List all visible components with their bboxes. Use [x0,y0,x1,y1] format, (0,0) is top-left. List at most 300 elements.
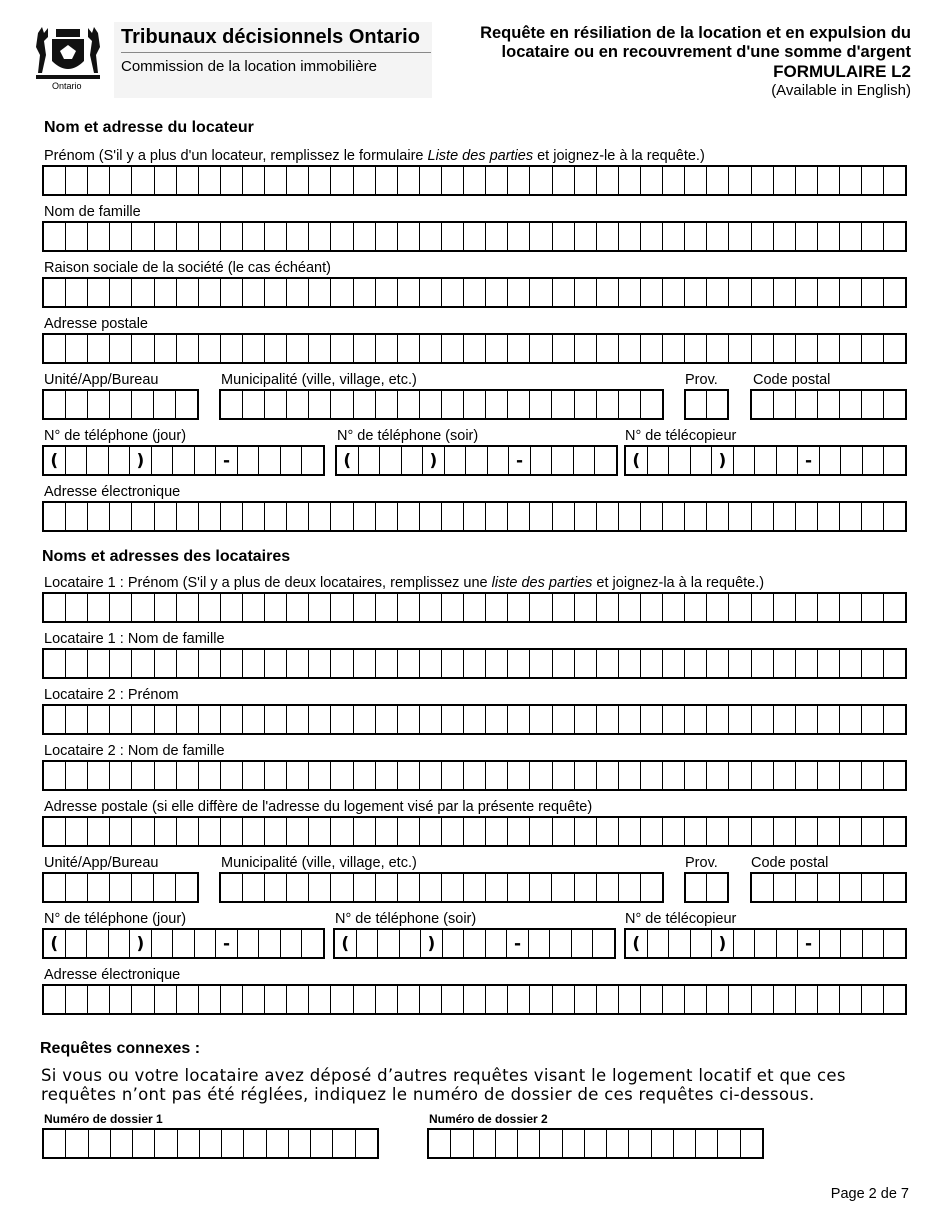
char-cell [530,594,552,621]
landlord-email-field[interactable] [42,501,907,532]
char-cell [132,986,154,1013]
char-cell [398,391,420,418]
tenant-address-field[interactable] [42,816,907,847]
digit-cell [152,930,174,957]
tenant-phone-evening-label: N° de téléphone (soir) [335,911,477,927]
char-cell [289,1130,311,1157]
char-cell [376,335,398,362]
tenant-phone-evening-field[interactable] [333,928,616,959]
char-cell [155,279,177,306]
digit-cell [109,447,131,474]
char-cell [752,391,774,418]
digit-cell [238,930,260,957]
char-cell [265,279,287,306]
char-cell [663,650,685,677]
char-cell [641,335,663,362]
char-cell [619,818,641,845]
char-cell [774,762,796,789]
char-cell [729,167,751,194]
char-cell [331,986,353,1013]
landlord-fax-field[interactable] [624,445,907,476]
file-number-1-field[interactable] [42,1128,379,1159]
char-cell [707,279,729,306]
char-cell [729,335,751,362]
char-cell [508,986,530,1013]
char-cell [796,335,818,362]
char-cell [221,335,243,362]
char-cell [177,650,199,677]
char-cell [243,762,265,789]
char-cell [265,167,287,194]
char-cell [597,223,619,250]
char-cell [840,986,862,1013]
char-cell [287,335,309,362]
tenant-municipality-label: Municipalité (ville, village, etc.) [221,855,417,871]
char-cell [66,874,88,901]
char-cell [840,167,862,194]
char-cell [486,391,508,418]
char-cell [508,223,530,250]
char-cell [376,391,398,418]
char-cell [752,650,774,677]
char-cell [177,818,199,845]
char-cell [508,594,530,621]
char-cell [685,223,707,250]
tenant-postal-label: Code postal [751,855,829,871]
char-cell [840,503,862,530]
char-cell [177,279,199,306]
form-title-line-1: Requête en résiliation de la location et en expulsion du [480,24,911,42]
char-cell [862,279,884,306]
phone-close-glyph: ) [712,447,734,474]
char-cell [177,167,199,194]
char-cell [110,818,132,845]
char-cell [553,650,575,677]
char-cell [796,874,818,901]
char-cell [66,335,88,362]
char-cell [110,874,132,901]
landlord-company-field[interactable] [42,277,907,308]
file-number-2-field[interactable] [427,1128,764,1159]
char-cell [818,986,840,1013]
char-cell [177,762,199,789]
char-cell [464,650,486,677]
landlord-municipality-field[interactable] [219,389,664,420]
digit-cell [152,447,174,474]
char-cell [884,167,905,194]
tenant1-first-name-label: Locataire 1 : Prénom (S'il y a plus de deux locataires, remplissez une liste des parties et joignez-la à la requête.) [44,575,765,591]
char-cell [243,650,265,677]
char-cell [508,818,530,845]
digit-cell [281,930,303,957]
char-cell [66,986,88,1013]
char-cell [88,650,110,677]
char-cell [707,986,729,1013]
char-cell [309,650,331,677]
char-cell [177,986,199,1013]
char-cell [44,706,66,733]
char-cell [752,335,774,362]
tenant2-last-name-field[interactable] [42,760,907,791]
digit-cell [238,447,260,474]
char-cell [221,167,243,194]
char-cell [884,986,905,1013]
char-cell [331,762,353,789]
char-cell [44,335,66,362]
char-cell [420,594,442,621]
char-cell [508,762,530,789]
char-cell [752,818,774,845]
char-cell [354,986,376,1013]
char-cell [199,706,221,733]
char-cell [685,986,707,1013]
char-cell [354,167,376,194]
char-cell [110,167,132,194]
char-cell [88,762,110,789]
char-cell [663,762,685,789]
char-cell [575,706,597,733]
char-cell [88,279,110,306]
char-cell [530,335,552,362]
char-cell [884,762,905,789]
digit-cell [734,447,756,474]
char-cell [597,986,619,1013]
char-cell [707,594,729,621]
char-cell [199,594,221,621]
char-cell [442,762,464,789]
char-cell [486,279,508,306]
form-title-line-2: locataire ou en recouvrement d'une somme d'argent [501,43,911,61]
char-cell [597,650,619,677]
char-cell [88,874,110,901]
char-cell [110,335,132,362]
char-cell [540,1130,562,1157]
char-cell [177,594,199,621]
digit-cell [574,447,596,474]
char-cell [178,1130,200,1157]
char-cell [398,986,420,1013]
char-cell [752,874,774,901]
landlord-fax-label: N° de télécopieur [625,428,737,444]
char-cell [398,762,420,789]
char-cell [398,279,420,306]
related-section-title: Requêtes connexes : [40,1040,201,1057]
char-cell [884,223,905,250]
tenant-fax-field[interactable] [624,928,907,959]
char-cell [354,503,376,530]
char-cell [44,818,66,845]
char-cell [641,762,663,789]
char-cell [685,650,707,677]
char-cell [110,279,132,306]
char-cell [685,279,707,306]
tenant-postal-field[interactable] [750,872,907,903]
tenant-unit-field[interactable] [42,872,199,903]
char-cell [530,818,552,845]
landlord-first-name-field[interactable] [42,165,907,196]
digit-cell [531,447,553,474]
char-cell [376,279,398,306]
char-cell [354,818,376,845]
char-cell [132,167,154,194]
form-id: FORMULAIRE L2 [773,62,911,81]
tenant-fax-label: N° de télécopieur [625,911,737,927]
char-cell [376,874,398,901]
char-cell [442,706,464,733]
landlord-unit-field[interactable] [42,389,199,420]
page-number: Page 2 de 7 [830,1186,909,1202]
digit-cell [820,930,842,957]
char-cell [155,223,177,250]
char-cell [619,503,641,530]
landlord-first-name-label: Prénom (S'il y a plus d'un locateur, remplissez le formulaire Liste des parties et joignez-le à la requête.) [44,148,705,164]
char-cell [309,167,331,194]
landlord-email-label: Adresse électronique [44,484,181,500]
char-cell [177,223,199,250]
char-cell [741,1130,762,1157]
char-cell [44,650,66,677]
char-cell [420,762,442,789]
char-cell [840,762,862,789]
char-cell [619,167,641,194]
digit-cell [173,930,195,957]
tenant-unit-label: Unité/App/Bureau [44,855,159,871]
char-cell [486,503,508,530]
file-number-2-label: Numéro de dossier 2 [429,1112,548,1126]
char-cell [575,874,597,901]
char-cell [376,503,398,530]
landlord-last-name-label: Nom de famille [44,204,141,220]
org-divider [121,52,431,53]
char-cell [553,762,575,789]
digit-cell [550,930,572,957]
phone-close-glyph: ) [421,930,443,957]
char-cell [707,874,727,901]
char-cell [331,167,353,194]
char-cell [840,874,862,901]
char-cell [265,223,287,250]
char-cell [89,1130,111,1157]
digit-cell [529,930,551,957]
digit-cell [259,930,281,957]
char-cell [840,594,862,621]
tenant1-first-name-field[interactable] [42,592,907,623]
digit-cell [66,930,88,957]
char-cell [619,762,641,789]
char-cell [553,503,575,530]
landlord-phone-evening-field[interactable] [335,445,618,476]
phone-open-glyph: ( [626,447,648,474]
char-cell [619,223,641,250]
char-cell [696,1130,718,1157]
tenant2-last-name-label: Locataire 2 : Nom de famille [44,743,225,759]
char-cell [774,818,796,845]
char-cell [619,650,641,677]
char-cell [530,650,552,677]
char-cell [774,986,796,1013]
char-cell [110,650,132,677]
char-cell [398,650,420,677]
char-cell [796,762,818,789]
landlord-prov-field[interactable] [684,389,729,420]
tenant2-first-name-field[interactable] [42,704,907,735]
char-cell [376,818,398,845]
char-cell [110,223,132,250]
file-number-1-label: Numéro de dossier 1 [44,1112,163,1126]
char-cell [331,874,353,901]
digit-cell [173,447,195,474]
char-cell [110,706,132,733]
char-cell [796,986,818,1013]
char-cell [597,335,619,362]
char-cell [176,874,197,901]
tenant-prov-field[interactable] [684,872,729,903]
char-cell [44,986,66,1013]
char-cell [464,223,486,250]
char-cell [575,335,597,362]
char-cell [331,706,353,733]
char-cell [663,503,685,530]
char-cell [243,335,265,362]
char-cell [619,391,641,418]
char-cell [597,818,619,845]
char-cell [155,762,177,789]
char-cell [376,762,398,789]
char-cell [518,1130,540,1157]
char-cell [729,706,751,733]
tenant-phone-day-field[interactable] [42,928,325,959]
phone-dash-glyph: - [509,447,531,474]
tenant-municipality-field[interactable] [219,872,664,903]
char-cell [774,391,796,418]
char-cell [641,167,663,194]
char-cell [597,594,619,621]
char-cell [331,818,353,845]
tenant1-last-name-field[interactable] [42,648,907,679]
digit-cell [691,930,713,957]
char-cell [331,594,353,621]
char-cell [530,391,552,418]
char-cell [796,391,818,418]
char-cell [110,503,132,530]
char-cell [553,594,575,621]
digit-cell [777,930,799,957]
char-cell [199,279,221,306]
char-cell [442,503,464,530]
char-cell [376,223,398,250]
char-cell [552,391,574,418]
digit-cell [195,447,217,474]
char-cell [674,1130,696,1157]
char-cell [132,706,154,733]
org-subtitle: Commission de la location immobilière [121,58,377,75]
char-cell [66,503,88,530]
char-cell [177,503,199,530]
char-cell [707,762,729,789]
char-cell [354,874,376,901]
char-cell [840,391,862,418]
char-cell [155,335,177,362]
char-cell [309,874,331,901]
tenant-email-field[interactable] [42,984,907,1015]
char-cell [309,986,331,1013]
char-cell [862,762,884,789]
char-cell [575,594,597,621]
char-cell [66,167,88,194]
char-cell [265,874,287,901]
char-cell [199,167,221,194]
char-cell [840,223,862,250]
char-cell [133,1130,155,1157]
char-cell [818,650,840,677]
char-cell [629,1130,651,1157]
landlord-postal-field[interactable] [750,389,907,420]
char-cell [597,874,619,901]
digit-cell [380,447,402,474]
char-cell [707,167,729,194]
char-cell [265,650,287,677]
char-cell [486,223,508,250]
char-cell [774,167,796,194]
char-cell [88,391,110,418]
char-cell [818,223,840,250]
char-cell [752,762,774,789]
char-cell [155,986,177,1013]
char-cell [774,279,796,306]
char-cell [88,167,110,194]
char-cell [685,762,707,789]
digit-cell [884,447,905,474]
char-cell [575,650,597,677]
char-cell [221,594,243,621]
char-cell [88,706,110,733]
tenant-phone-day-label: N° de téléphone (jour) [44,911,187,927]
char-cell [354,391,376,418]
char-cell [420,874,442,901]
char-cell [376,650,398,677]
char-cell [331,391,353,418]
char-cell [265,391,287,418]
char-cell [597,167,619,194]
char-cell [486,335,508,362]
char-cell [66,650,88,677]
landlord-last-name-field[interactable] [42,221,907,252]
char-cell [66,594,88,621]
landlord-phone-day-field[interactable] [42,445,325,476]
char-cell [796,650,818,677]
landlord-address-field[interactable] [42,333,907,364]
char-cell [398,874,420,901]
char-cell [796,223,818,250]
digit-cell [378,930,400,957]
char-cell [840,335,862,362]
char-cell [729,279,751,306]
char-cell [685,503,707,530]
digit-cell [820,447,842,474]
char-cell [663,706,685,733]
digit-cell [841,930,863,957]
char-cell [774,874,796,901]
char-cell [243,594,265,621]
char-cell [530,762,552,789]
char-cell [663,279,685,306]
char-cell [44,167,66,194]
char-cell [155,818,177,845]
char-cell [354,706,376,733]
char-cell [309,335,331,362]
digit-cell [572,930,594,957]
char-cell [354,650,376,677]
